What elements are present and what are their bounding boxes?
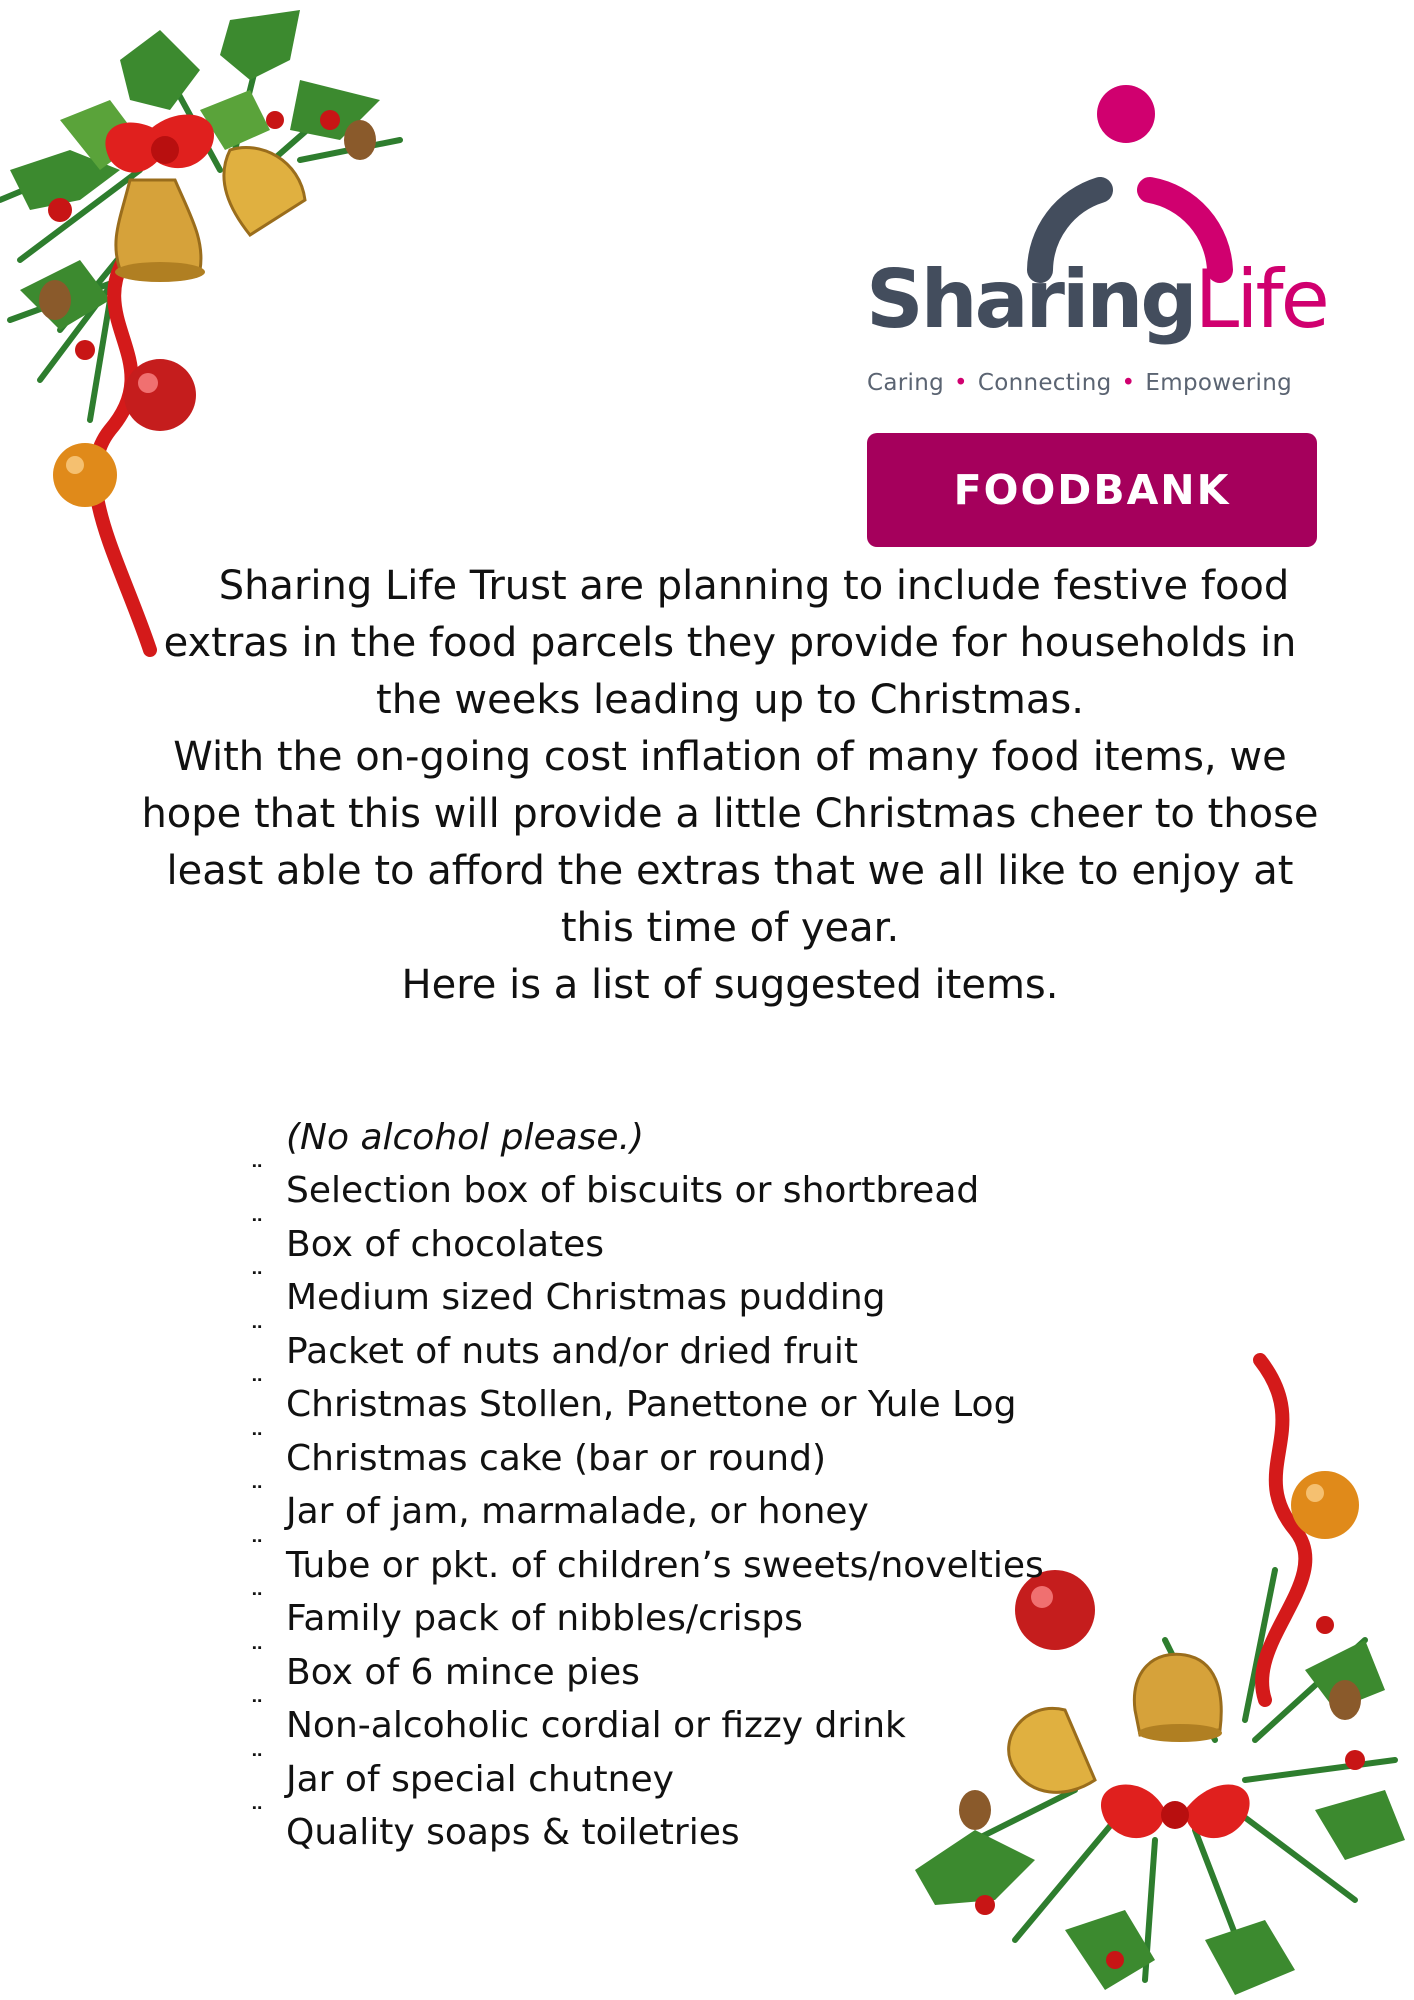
list-item (250, 1373, 1110, 1432)
brand-sharing: Sharing (866, 253, 1195, 346)
list-item-text: Quality soaps & toiletries (286, 1812, 740, 1853)
bullet-icon: ¨ (250, 1159, 264, 1192)
list-item (250, 1266, 1110, 1325)
tagline-separator: • (1121, 370, 1136, 396)
foodbank-badge: FOODBANK (867, 433, 1317, 547)
bullet-icon: ¨ (250, 1319, 264, 1353)
list-item (250, 1426, 1110, 1486)
list-item-text: Family pack of nibbles/crisps (286, 1598, 803, 1639)
no-alcohol-note: (No alcohol please.) (286, 1117, 645, 1158)
bullet-icon: ¨ (250, 1266, 264, 1299)
list-item (250, 1159, 1110, 1218)
intro-text (125, 558, 1335, 1014)
intro-paragraph: Sharing Life Trust are planning to include festive food extras in the food parcels they provide for households in the weeks leading up to Christmas. (163, 563, 1297, 723)
list-item-text: Box of 6 mince pies (286, 1651, 640, 1693)
suggested-items-list (250, 1112, 1110, 1860)
bullet-icon: ¨ (250, 1373, 264, 1406)
list-item (250, 1319, 1110, 1379)
list-item (250, 1587, 1110, 1646)
bullet-icon: ¨ (250, 1747, 264, 1781)
tagline-empowering: Empowering (1145, 370, 1292, 396)
list-item (250, 1801, 1110, 1860)
list-item (250, 1694, 1110, 1753)
tagline-connecting: Connecting (977, 370, 1112, 396)
tagline (867, 370, 1292, 396)
sharing-life-logo (850, 80, 1330, 514)
list-item-text: Non-alcoholic cordial or fizzy drink (286, 1705, 906, 1746)
list-item (250, 1480, 1110, 1539)
list-item (250, 1640, 1110, 1700)
bullet-icon: ¨ (250, 1801, 264, 1834)
list-item (250, 1533, 1110, 1593)
bullet-icon: ¨ (250, 1533, 264, 1567)
tagline-separator: • (953, 370, 968, 396)
list-item-text: Packet of nuts and/or dried fruit (286, 1330, 858, 1372)
bullet-icon: ¨ (250, 1212, 264, 1246)
list-item-text: Selection box of biscuits or shortbread (286, 1170, 980, 1211)
list-item-text: Tube or pkt. of children’s sweets/novelties (286, 1544, 1044, 1586)
brand-life: Life (1194, 253, 1327, 346)
tagline-caring: Caring (867, 370, 944, 396)
intro-paragraph: With the on-going cost inflation of many food items, we hope that this will provide a little Christmas cheer to those least able to afford the extras that we all like to enjoy at this time of year. (141, 734, 1319, 951)
list-item-text: Jar of special chutney (286, 1758, 674, 1800)
bullet-icon: ¨ (250, 1480, 264, 1513)
list-item-text: Medium sized Christmas pudding (286, 1277, 886, 1318)
intro-paragraph: Here is a list of suggested items. (401, 962, 1059, 1008)
list-item (250, 1747, 1110, 1807)
list-item-text: Box of chocolates (286, 1223, 605, 1265)
bullet-icon: ¨ (250, 1587, 264, 1620)
list-item-text: Jar of jam, marmalade, or honey (286, 1491, 869, 1532)
list-item-text: Christmas Stollen, Panettone or Yule Log (286, 1384, 1017, 1425)
list-item-text: Christmas cake (bar or round) (286, 1437, 826, 1479)
bullet-icon: ¨ (250, 1694, 264, 1727)
bullet-icon: ¨ (250, 1640, 264, 1674)
items (250, 1159, 1110, 1860)
list-item (250, 1212, 1110, 1272)
bullet-icon: ¨ (250, 1426, 264, 1460)
brand-wordmark (866, 253, 1327, 346)
